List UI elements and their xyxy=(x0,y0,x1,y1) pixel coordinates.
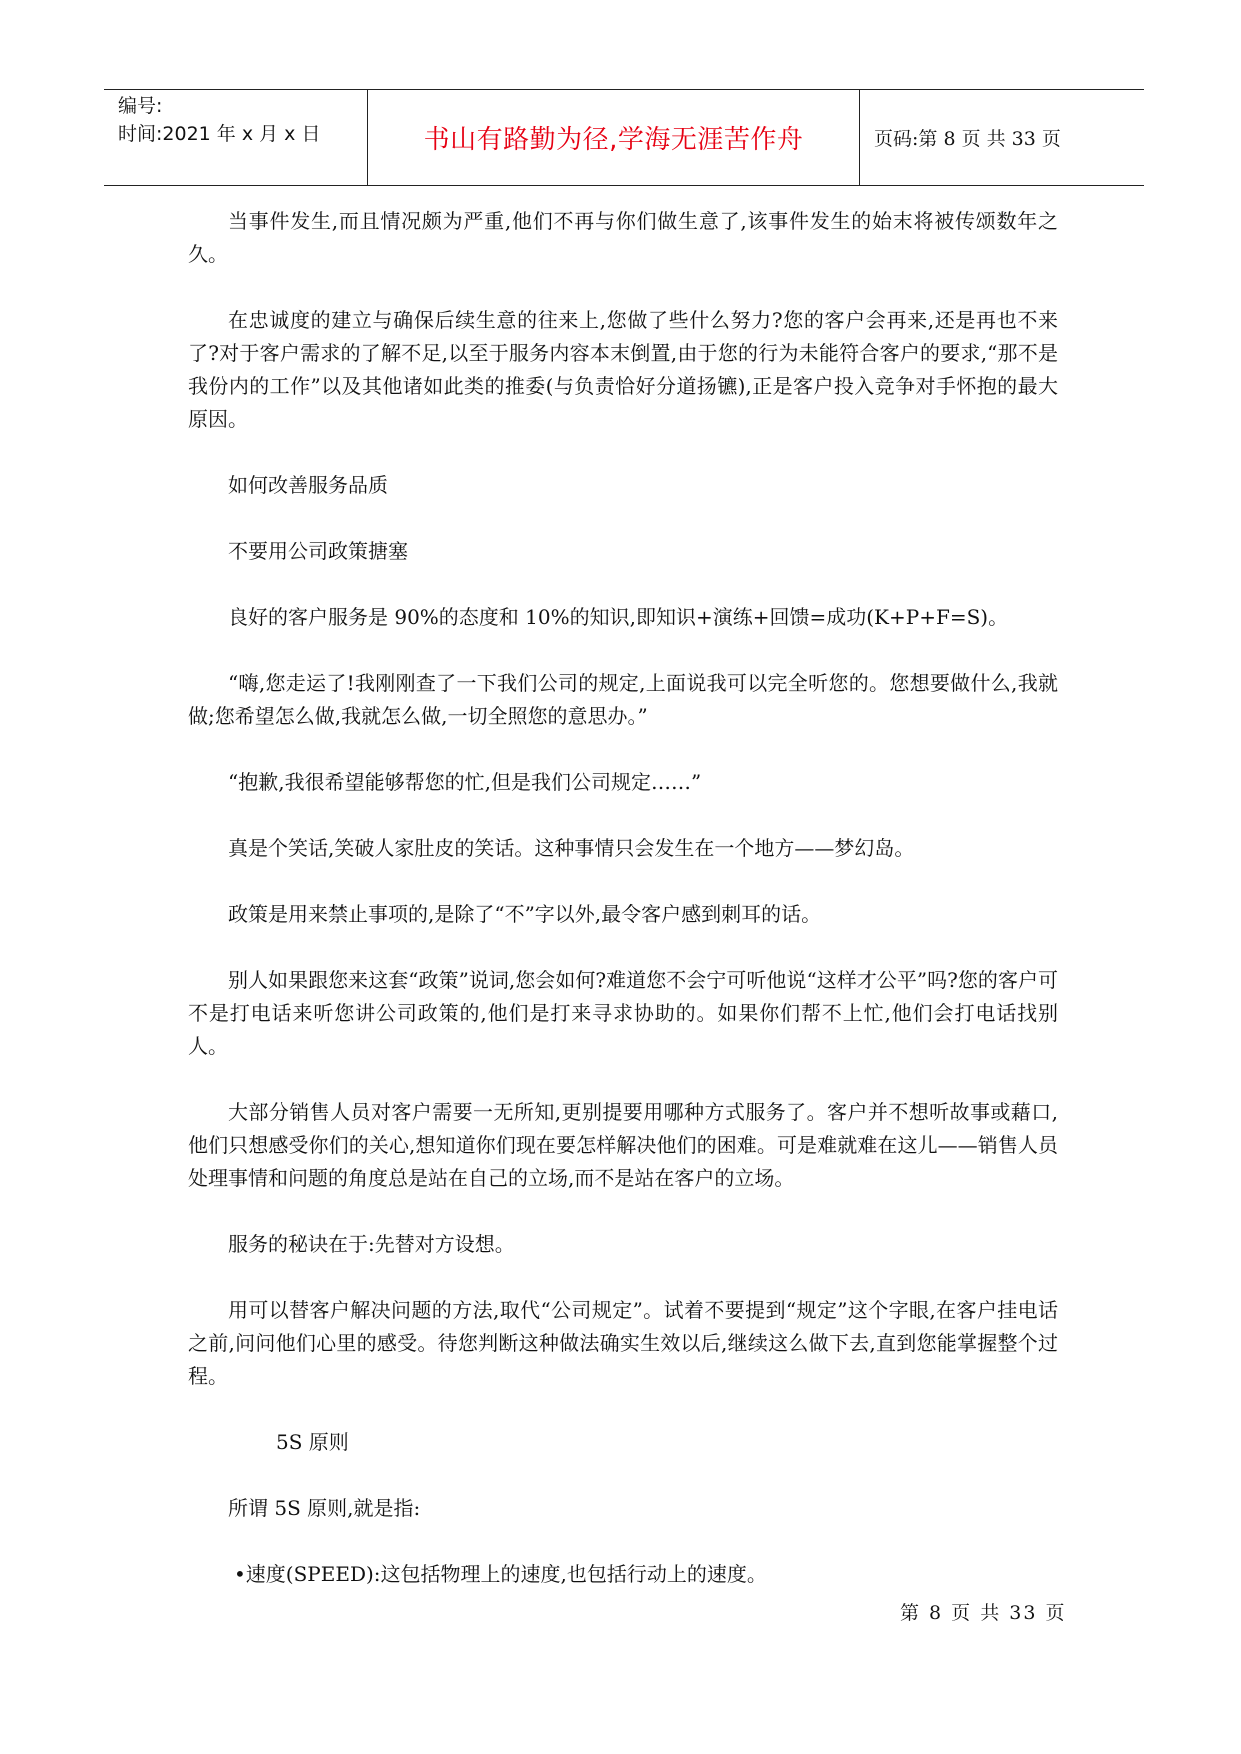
paragraph: 当事件发生,而且情况颇为严重,他们不再与你们做生意了,该事件发生的始末将被传颂数年之久。 xyxy=(188,209,1058,266)
document-time: 时间:2021 年 x 月 x 日 xyxy=(118,123,321,145)
section-subheading: 不要用公司政策搪塞 xyxy=(228,539,408,563)
header-motto: 书山有路勤为径,学海无涯苦作舟 xyxy=(368,90,860,185)
page-footer: 第 8 页 共 33 页 xyxy=(900,1602,1067,1624)
header-page-info: 页码:第 8 页 共 33 页 xyxy=(874,128,1061,150)
paragraph: 用可以替客户解决问题的方法,取代“公司规定”。试着不要提到“规定”这个字眼,在客户挂电话之前,问问他们心里的感受。待您判断这种做法确实生效以后,继续这么做下去,直到您能掌握整个过程。 xyxy=(188,1298,1058,1388)
bullet-item: •速度(SPEED):这包括物理上的速度,也包括行动上的速度。 xyxy=(234,1562,767,1586)
quote-paragraph: “抱歉,我很希望能够帮您的忙,但是我们公司规定……” xyxy=(228,770,702,794)
quote-paragraph: “嗨,您走运了!我刚刚查了一下我们公司的规定,上面说我可以完全听您的。您想要做什么,我就做;您希望怎么做,我就怎么做,一切全照您的意思办。” xyxy=(188,671,1058,728)
section-heading: 如何改善服务品质 xyxy=(228,473,388,497)
header-meta xyxy=(104,90,368,185)
paragraph: 在忠诚度的建立与确保后续生意的往来上,您做了些什么努力?您的客户会再来,还是再也不来了?对于客户需求的了解不足,以至于服务内容本末倒置,由于您的行为未能符合客户的要求,“那不是我份内的工作”以及其他诸如此类的推委(与负责恰好分道扬镳),正是客户投入竞争对手怀抱的最大原因。 xyxy=(188,308,1058,431)
section-5s-intro: 所谓 5S 原则,就是指: xyxy=(228,1496,421,1520)
paragraph: 服务的秘诀在于:先替对方设想。 xyxy=(228,1232,515,1256)
paragraph: 大部分销售人员对客户需要一无所知,更别提要用哪种方式服务了。客户并不想听故事或藉口,他们只想感受你们的关心,想知道你们现在要怎样解决他们的困难。可是难就难在这儿——销售人员处理事情和问题的角度总是站在自己的立场,而不是站在客户的立场。 xyxy=(188,1100,1058,1190)
section-5s-title: 5S 原则 xyxy=(276,1430,349,1454)
document-number-label: 编号: xyxy=(118,95,163,117)
paragraph: 别人如果跟您来这套“政策”说词,您会如何?难道您不会宁可听他说“这样才公平”吗?您的客户可不是打电话来听您讲公司政策的,他们是打来寻求协助的。如果你们帮不上忙,他们会打电话找别人。 xyxy=(188,968,1058,1058)
paragraph: 真是个笑话,笑破人家肚皮的笑话。这种事情只会发生在一个地方——梦幻岛。 xyxy=(228,836,915,860)
paragraph: 良好的客户服务是 90%的态度和 10%的知识,即知识+演练+回馈=成功(K+P+F=S)。 xyxy=(228,605,1009,629)
document-body xyxy=(188,205,1058,1624)
page-header xyxy=(104,89,1144,186)
paragraph: 政策是用来禁止事项的,是除了“不”字以外,最令客户感到刺耳的话。 xyxy=(228,902,822,926)
